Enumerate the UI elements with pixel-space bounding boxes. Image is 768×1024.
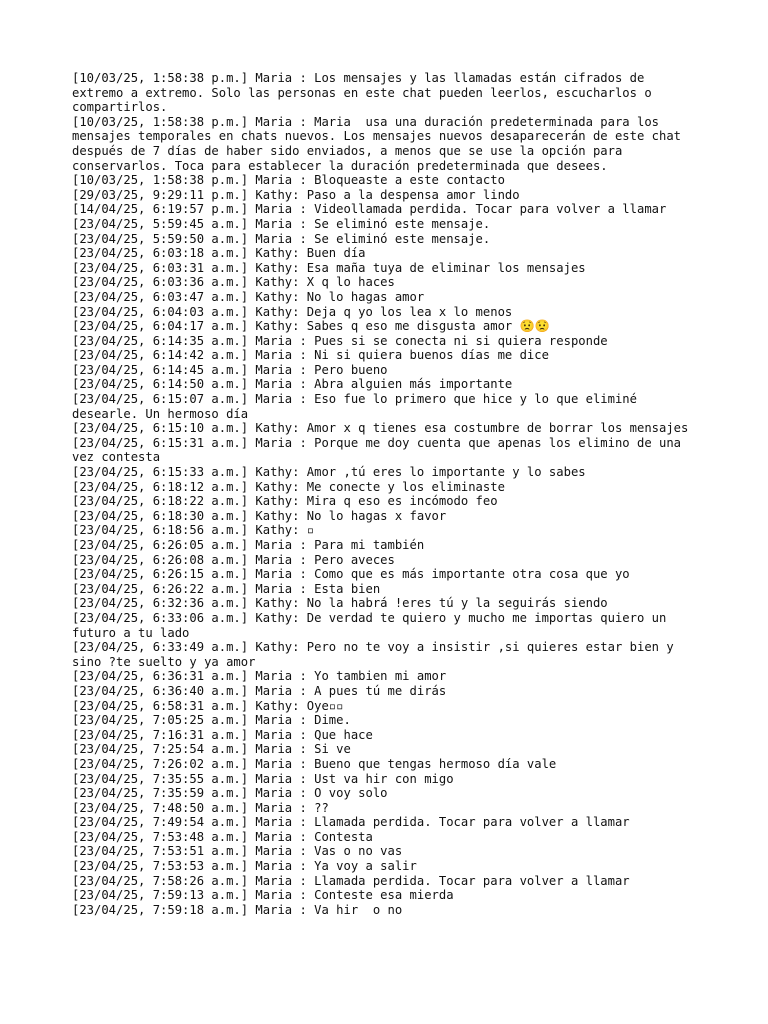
chat-line: [23/04/25, 6:03:36 a.m.] Kathy: X q lo haces [72,275,395,290]
chat-line: [23/04/25, 7:05:25 a.m.] Maria : Dime. [72,713,351,728]
chat-line: [23/04/25, 7:35:55 a.m.] Maria : Ust va hir con migo [72,771,454,786]
chat-line: [23/04/25, 6:15:31 a.m.] Maria : Porque me doy cuenta que apenas los elimino de una vez contesta [72,435,689,465]
chat-line: [23/04/25, 6:18:12 a.m.] Kathy: Me conecte y los eliminaste [72,479,505,494]
chat-line: [23/04/25, 7:35:59 a.m.] Maria : O voy solo [72,786,388,801]
chat-line: [23/04/25, 7:25:54 a.m.] Maria : Si ve [72,742,351,757]
chat-line: [14/04/25, 6:19:57 p.m.] Maria : Videollamada perdida. Tocar para volver a llamar [72,202,667,217]
chat-line: [23/04/25, 6:18:22 a.m.] Kathy: Mira q eso es incómodo feo [72,494,498,509]
chat-line: [10/03/25, 1:58:38 p.m.] Maria : Bloqueaste a este contacto [72,173,505,188]
chat-line: [23/04/25, 7:53:53 a.m.] Maria : Ya voy a salir [72,859,417,874]
chat-line: [23/04/25, 6:26:22 a.m.] Maria : Esta bien [72,581,381,596]
chat-line: [10/03/25, 1:58:38 p.m.] Maria : Los mensajes y las llamadas están cifrados de extremo a extremo. Solo las personas en este chat pueden leerlos, escucharlos o compartirlos. [72,71,660,115]
chat-line: [23/04/25, 6:36:31 a.m.] Maria : Yo tambien mi amor [72,669,447,684]
chat-line: [23/04/25, 7:59:13 a.m.] Maria : Conteste esa mierda [72,888,454,903]
chat-line: [23/04/25, 6:04:17 a.m.] Kathy: Sabes q eso me disgusta amor 😟😟 [72,319,550,334]
chat-line: [23/04/25, 6:03:47 a.m.] Kathy: No lo hagas amor [72,289,425,304]
chat-line: [23/04/25, 6:36:40 a.m.] Maria : A pues tú me dirás [72,683,447,698]
chat-line: [23/04/25, 7:59:18 a.m.] Maria : Va hir o no [72,902,403,917]
chat-line: [23/04/25, 6:14:42 a.m.] Maria : Ni si quiera buenos días me dice [72,348,549,363]
chat-line: [23/04/25, 6:04:03 a.m.] Kathy: Deja q yo los lea x lo menos [72,304,513,319]
chat-line: [23/04/25, 6:15:10 a.m.] Kathy: Amor x q tienes esa costumbre de borrar los mensajes [72,421,689,436]
chat-line: [23/04/25, 6:15:33 a.m.] Kathy: Amor ,tú eres lo importante y lo sabes [72,465,586,480]
chat-line: [23/04/25, 6:33:06 a.m.] Kathy: De verdad te quiero y mucho me importas quiero un futuro a tu lado [72,610,674,640]
chat-line: [23/04/25, 6:18:56 a.m.] Kathy: ▫ [72,523,315,538]
chat-line: [23/04/25, 7:53:51 a.m.] Maria : Vas o no vas [72,844,403,859]
chat-line: [23/04/25, 6:32:36 a.m.] Kathy: No la habrá !eres tú y la seguirás siendo [72,596,608,611]
chat-line: [23/04/25, 6:33:49 a.m.] Kathy: Pero no te voy a insistir ,si quieres estar bien y sino ?te suelto y ya amor [72,640,682,669]
chat-line: [23/04/25, 6:26:05 a.m.] Maria : Para mi también [72,538,425,552]
chat-line: [23/04/25, 6:18:30 a.m.] Kathy: No lo hagas x favor [72,508,447,523]
chat-line: [23/04/25, 7:26:02 a.m.] Maria : Bueno que tengas hermoso día vale [72,756,557,771]
chat-line: [23/04/25, 6:14:45 a.m.] Maria : Pero bueno [72,362,388,377]
chat-line: [23/04/25, 6:58:31 a.m.] Kathy: Oye▫▫ [72,698,344,713]
chat-line: [23/04/25, 7:58:26 a.m.] Maria : Llamada perdida. Tocar para volver a llamar [72,873,630,888]
chat-line: [10/03/25, 1:58:38 p.m.] Maria : Maria usa una duración predeterminada para los mensajes temporales en chats nuevos. Los mensajes nuevos desaparecerán de este chat después de 7 días de haber sido enviados, a menos que se use la opción para conservarlos. Toca para establecer la duración predeterminada que desees. [72,114,689,173]
chat-line: [29/03/25, 9:29:11 p.m.] Kathy: Paso a la despensa amor lindo [72,187,520,202]
chat-transcript [72,71,696,917]
chat-line: [23/04/25, 6:15:07 a.m.] Maria : Eso fue lo primero que hice y lo que eliminé desearle. Un hermoso día [72,392,645,421]
chat-line: [23/04/25, 5:59:50 a.m.] Maria : Se eliminó este mensaje. [72,231,491,246]
chat-line: [23/04/25, 6:03:31 a.m.] Kathy: Esa maña tuya de eliminar los mensajes [72,260,586,275]
chat-line: [23/04/25, 6:14:50 a.m.] Maria : Abra alguien más importante [72,377,513,392]
chat-line: [23/04/25, 7:16:31 a.m.] Maria : Que hace [72,727,373,742]
chat-line: [23/04/25, 6:26:08 a.m.] Maria : Pero aveces [72,552,395,567]
chat-line: [23/04/25, 7:49:54 a.m.] Maria : Llamada perdida. Tocar para volver a llamar [72,815,630,830]
chat-line: [23/04/25, 7:53:48 a.m.] Maria : Contesta [72,829,373,844]
chat-line: [23/04/25, 6:14:35 a.m.] Maria : Pues si se conecta ni si quiera responde [72,333,608,348]
chat-line: [23/04/25, 7:48:50 a.m.] Maria : ?? [72,800,329,815]
chat-line: [23/04/25, 6:26:15 a.m.] Maria : Como que es más importante otra cosa que yo [72,567,630,582]
chat-line: [23/04/25, 6:03:18 a.m.] Kathy: Buen día [72,246,366,261]
chat-line: [23/04/25, 5:59:45 a.m.] Maria : Se eliminó este mensaje. [72,216,491,231]
